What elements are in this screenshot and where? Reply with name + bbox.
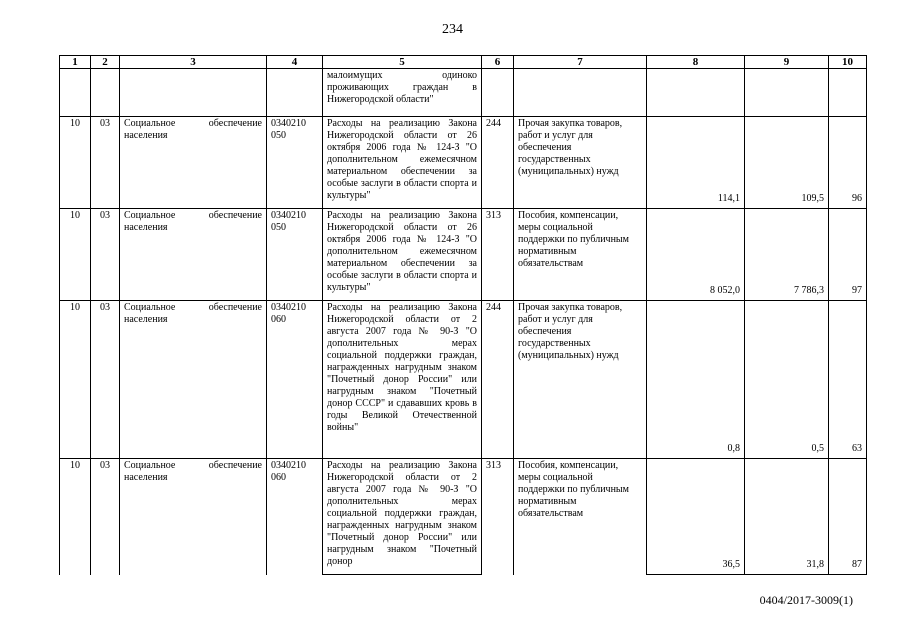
cell-expense-type: 244 xyxy=(482,301,514,459)
cell-description: Расходы на реализацию Закона Нижегородской области от 26 октября 2006 года № 124-З "О дополнительном ежемесячном материальном обеспечении за особые заслуги в области спорта и культуры" xyxy=(323,117,482,209)
col-header: 7 xyxy=(514,56,647,69)
cell-expense-name: Пособия, компенсации, меры социальной поддержки по публичным нормативным обязательствам xyxy=(514,459,647,575)
cell-target-code: 0340210 060 xyxy=(267,459,323,575)
table-row xyxy=(60,209,867,301)
document-code: 0404/2017-3009(1) xyxy=(759,593,853,607)
cell-subsection: 03 xyxy=(91,301,120,459)
cell-planned: 114,1 xyxy=(647,117,745,209)
cell-actual: 0,5 xyxy=(745,301,829,459)
col-header: 9 xyxy=(745,56,829,69)
cell-subsection: 03 xyxy=(91,117,120,209)
page-number: 234 xyxy=(442,22,463,37)
table-row xyxy=(60,459,867,575)
cell-description: Расходы на реализацию Закона Нижегородской области от 2 августа 2007 года № 90-З "О дополнительных мерах социальной поддержки граждан, награжденных нагрудным знаком "Почетный донор России" или нагрудным знаком "Почетный донор СССР" и сдававших кровь в годы Великой Отечественной войны" xyxy=(323,301,482,459)
cell-section-name: Социальное обеспечение населения xyxy=(120,301,267,459)
cell-section: 10 xyxy=(60,459,91,575)
header-row xyxy=(60,56,867,69)
cell-section-name: Социальное обеспечение населения xyxy=(120,117,267,209)
cell-target-code: 0340210 050 xyxy=(267,209,323,301)
budget-table xyxy=(59,55,867,575)
cell-percent: 87 xyxy=(829,459,867,575)
col-header: 5 xyxy=(323,56,482,69)
cell-target-code: 0340210 060 xyxy=(267,301,323,459)
cell-subsection: 03 xyxy=(91,459,120,575)
cell-expense-name: Пособия, компенсации, меры социальной поддержки по публичным нормативным обязательствам xyxy=(514,209,647,301)
cell-planned: 8 052,0 xyxy=(647,209,745,301)
cell-description: Расходы на реализацию Закона Нижегородской области от 2 августа 2007 года № 90-З "О дополнительных мерах социальной поддержки граждан, награжденных нагрудным знаком "Почетный донор России" или нагрудным знаком "Почетный донор xyxy=(323,459,482,575)
col-header: 8 xyxy=(647,56,745,69)
cell-planned: 0,8 xyxy=(647,301,745,459)
col-header: 4 xyxy=(267,56,323,69)
col-header: 2 xyxy=(91,56,120,69)
col-header: 3 xyxy=(120,56,267,69)
cell-section: 10 xyxy=(60,301,91,459)
cell-expense-name: Прочая закупка товаров, работ и услуг для обеспечения государственных (муниципальных) нужд xyxy=(514,117,647,209)
cell-section-name: Социальное обеспечение населения xyxy=(120,209,267,301)
cell-planned: 36,5 xyxy=(647,459,745,575)
table-row xyxy=(60,117,867,209)
cell-expense-type: 313 xyxy=(482,209,514,301)
cell-section-name: Социальное обеспечение населения xyxy=(120,459,267,575)
cell-expense-type: 244 xyxy=(482,117,514,209)
col-header: 10 xyxy=(829,56,867,69)
cell-subsection: 03 xyxy=(91,209,120,301)
cell-expense-type: 313 xyxy=(482,459,514,575)
col-header: 6 xyxy=(482,56,514,69)
cell-actual: 31,8 xyxy=(745,459,829,575)
col-header: 1 xyxy=(60,56,91,69)
cell-expense-name: Прочая закупка товаров, работ и услуг для обеспечения государственных (муниципальных) нужд xyxy=(514,301,647,459)
table-row-continued xyxy=(60,69,867,117)
cell-percent: 97 xyxy=(829,209,867,301)
cell-percent: 96 xyxy=(829,117,867,209)
cell-actual: 7 786,3 xyxy=(745,209,829,301)
cell-section: 10 xyxy=(60,209,91,301)
cell-section: 10 xyxy=(60,117,91,209)
cell-description: малоимущих одиноко проживающих граждан в Нижегородской области" xyxy=(323,69,482,117)
cell-target-code: 0340210 050 xyxy=(267,117,323,209)
cell-percent: 63 xyxy=(829,301,867,459)
cell-actual: 109,5 xyxy=(745,117,829,209)
table-row xyxy=(60,301,867,459)
cell-description: Расходы на реализацию Закона Нижегородской области от 26 октября 2006 года № 124-З "О дополнительном ежемесячном материальном обеспечении за особые заслуги в области спорта и культуры" xyxy=(323,209,482,301)
